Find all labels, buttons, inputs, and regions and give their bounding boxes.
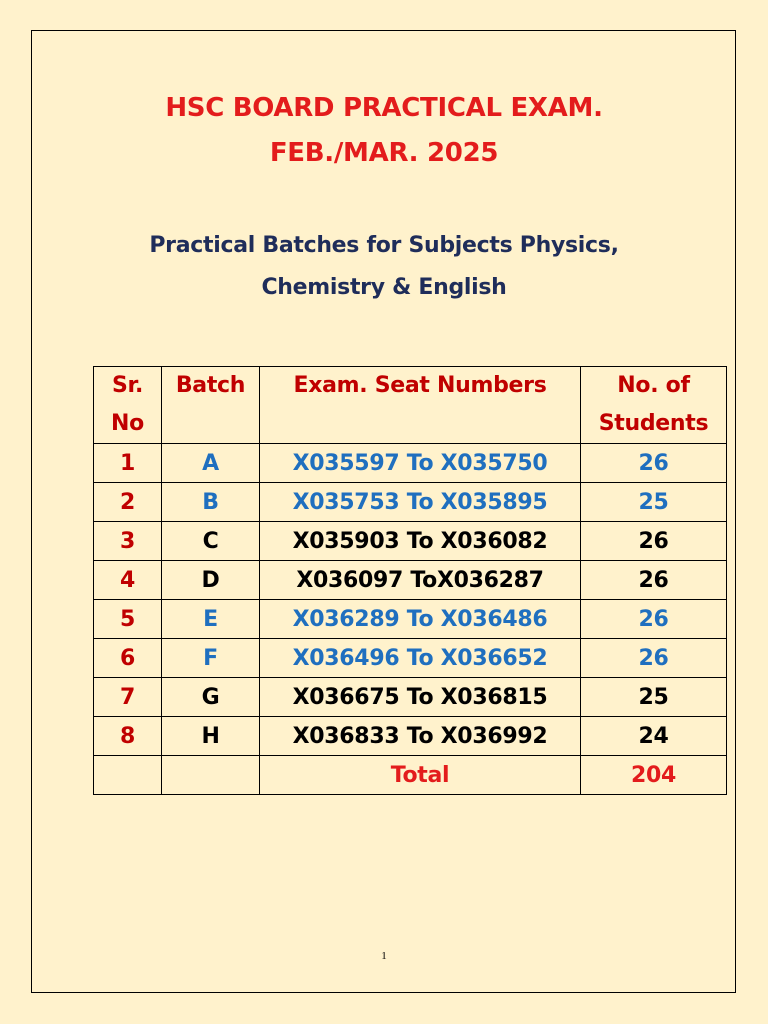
header-student-count — [581, 367, 727, 444]
total-label: Total — [260, 756, 581, 795]
student-count-cell: 26 — [581, 561, 727, 600]
header-sr-line2: No — [111, 411, 144, 436]
sr-no-cell: 2 — [94, 483, 162, 522]
sr-no-cell: 1 — [94, 444, 162, 483]
header-sr-no — [94, 367, 162, 444]
batch-cell: A — [162, 444, 260, 483]
seat-range-cell: X035903 To X036082 — [260, 522, 581, 561]
student-count-cell: 25 — [581, 483, 727, 522]
student-count-cell: 26 — [581, 522, 727, 561]
header-sr-line1: Sr. — [111, 373, 143, 398]
student-count-cell: 24 — [581, 717, 727, 756]
total-row — [94, 756, 727, 795]
document-title-date: FEB./MAR. 2025 — [269, 138, 499, 168]
batch-cell: E — [162, 600, 260, 639]
table-row — [94, 600, 727, 639]
header-count-line2: Students — [598, 411, 709, 436]
seat-range-cell: X036675 To X036815 — [260, 678, 581, 717]
header-seat-numbers — [260, 367, 581, 444]
empty-cell — [94, 756, 162, 795]
header-count-line1: No. of — [617, 373, 690, 398]
sr-no-cell: 7 — [94, 678, 162, 717]
document-subtitle: Practical Batches for Subjects Physics, — [149, 233, 619, 258]
batch-cell: C — [162, 522, 260, 561]
header-batch-label: Batch — [175, 373, 246, 398]
header-batch — [162, 367, 260, 444]
seat-range-cell: X035753 To X035895 — [260, 483, 581, 522]
student-count-cell: 26 — [581, 600, 727, 639]
empty-cell — [162, 756, 260, 795]
table-row — [94, 522, 727, 561]
sr-no-cell: 3 — [94, 522, 162, 561]
table-row — [94, 483, 727, 522]
student-count-cell: 26 — [581, 444, 727, 483]
table-header-row — [94, 367, 727, 444]
table-row — [94, 717, 727, 756]
batch-cell: B — [162, 483, 260, 522]
table-row — [94, 639, 727, 678]
batch-cell: F — [162, 639, 260, 678]
document-subtitle-cont: Chemistry & English — [261, 275, 507, 300]
batch-cell: D — [162, 561, 260, 600]
total-value: 204 — [581, 756, 727, 795]
student-count-cell: 25 — [581, 678, 727, 717]
batch-cell: H — [162, 717, 260, 756]
table-row — [94, 678, 727, 717]
seat-range-cell: X036097 ToX036287 — [260, 561, 581, 600]
seat-range-cell: X036289 To X036486 — [260, 600, 581, 639]
page-number: 1 — [381, 950, 387, 962]
seat-range-cell: X036496 To X036652 — [260, 639, 581, 678]
sr-no-cell: 6 — [94, 639, 162, 678]
batch-cell: G — [162, 678, 260, 717]
student-count-cell: 26 — [581, 639, 727, 678]
sr-no-cell: 8 — [94, 717, 162, 756]
seat-range-cell: X035597 To X035750 — [260, 444, 581, 483]
document-title: HSC BOARD PRACTICAL EXAM. — [165, 93, 603, 123]
batches-table — [93, 366, 727, 795]
seat-range-cell: X036833 To X036992 — [260, 717, 581, 756]
header-seats-label: Exam. Seat Numbers — [293, 373, 547, 398]
sr-no-cell: 5 — [94, 600, 162, 639]
sr-no-cell: 4 — [94, 561, 162, 600]
table-row — [94, 561, 727, 600]
table-row — [94, 444, 727, 483]
